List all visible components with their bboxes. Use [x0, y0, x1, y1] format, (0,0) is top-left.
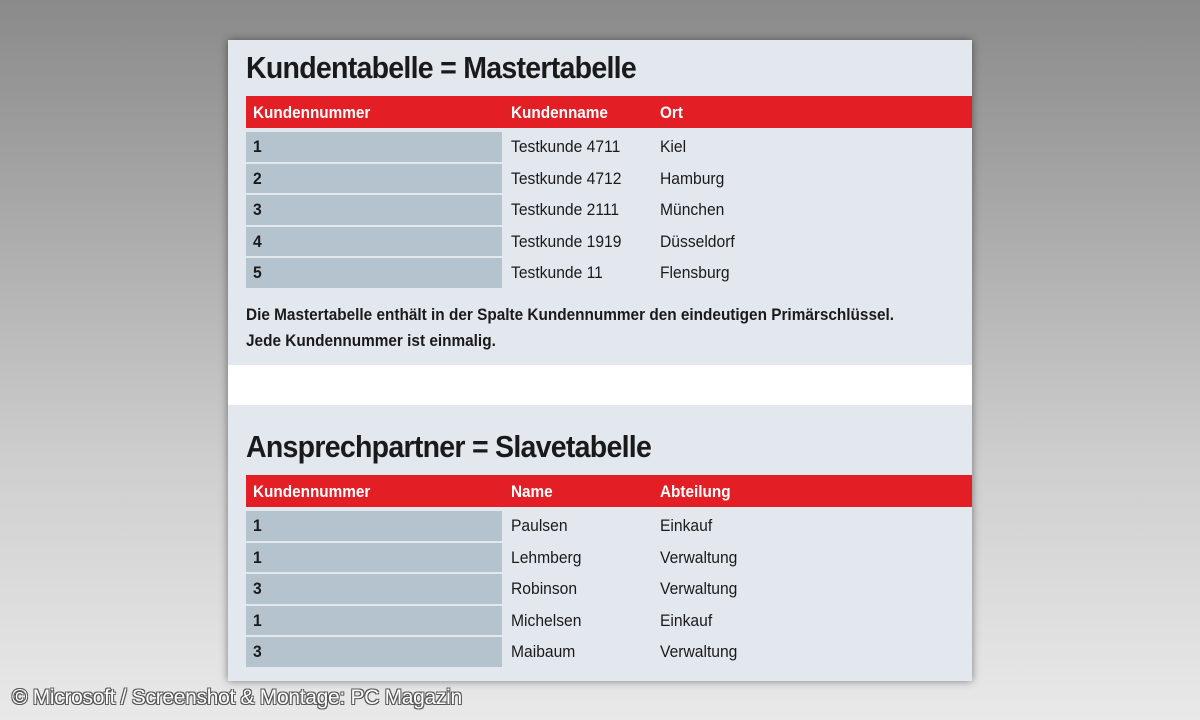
note-line-1: Die Mastertabelle enthält in der Spalte Kundennummer den eindeutigen Primärschlüssel.: [246, 306, 895, 324]
name-cell: Robinson: [504, 574, 652, 604]
name-cell: Testkunde 4712: [504, 164, 652, 194]
table-row: [246, 511, 972, 541]
name-cell: Testkunde 1919: [504, 227, 652, 257]
city-cell: Hamburg: [654, 164, 972, 194]
copyright-caption: © Microsoft / Screenshot & Montage: PC Magazin: [12, 686, 462, 709]
name-cell: Michelsen: [504, 606, 652, 636]
key-cell: 1: [246, 511, 502, 541]
name-cell: Paulsen: [504, 511, 652, 541]
column-header-kundennummer: Kundennummer: [253, 482, 371, 501]
master-table-body: [246, 132, 972, 290]
master-table-section: [228, 40, 972, 365]
table-row: [246, 637, 972, 667]
column-header-name: Name: [511, 482, 553, 501]
city-cell: Kiel: [654, 132, 972, 162]
city-cell: Düsseldorf: [654, 227, 972, 257]
name-cell: Testkunde 2111: [504, 195, 652, 225]
city-cell: Flensburg: [654, 258, 972, 288]
master-table-note: [246, 302, 916, 354]
column-header-kundenname: Kundenname: [511, 103, 608, 122]
key-cell: 3: [246, 574, 502, 604]
section-divider: [228, 365, 972, 405]
key-cell: 5: [246, 258, 502, 288]
name-cell: Testkunde 11: [504, 258, 652, 288]
name-cell: Testkunde 4711: [504, 132, 652, 162]
key-cell: 2: [246, 164, 502, 194]
master-table-title: Kundentabelle = Mastertabelle: [246, 50, 636, 85]
note-line-2: Jede Kundennummer ist einmalig.: [246, 332, 496, 350]
name-cell: Lehmberg: [504, 543, 652, 573]
department-cell: Verwaltung: [654, 637, 972, 667]
table-row: [246, 195, 972, 225]
table-row: [246, 227, 972, 257]
slave-table-section: [228, 405, 972, 681]
slave-table-body: [246, 511, 972, 669]
department-cell: Einkauf: [654, 511, 972, 541]
name-cell: Maibaum: [504, 637, 652, 667]
key-cell: 3: [246, 195, 502, 225]
department-cell: Verwaltung: [654, 543, 972, 573]
key-cell: 1: [246, 606, 502, 636]
column-header-ort: Ort: [660, 103, 683, 122]
master-table-header: [246, 96, 972, 128]
key-cell: 3: [246, 637, 502, 667]
table-row: [246, 132, 972, 162]
city-cell: München: [654, 195, 972, 225]
key-cell: 1: [246, 543, 502, 573]
key-cell: 4: [246, 227, 502, 257]
table-row: [246, 164, 972, 194]
column-header-abteilung: Abteilung: [660, 482, 731, 501]
department-cell: Verwaltung: [654, 574, 972, 604]
figure-card: [228, 40, 972, 681]
table-row: [246, 543, 972, 573]
table-row: [246, 258, 972, 288]
table-row: [246, 574, 972, 604]
slave-table-title: Ansprechpartner = Slavetabelle: [246, 429, 652, 464]
table-row: [246, 606, 972, 636]
column-header-kundennummer: Kundennummer: [253, 103, 371, 122]
slave-table-header: [246, 475, 972, 507]
department-cell: Einkauf: [654, 606, 972, 636]
key-cell: 1: [246, 132, 502, 162]
